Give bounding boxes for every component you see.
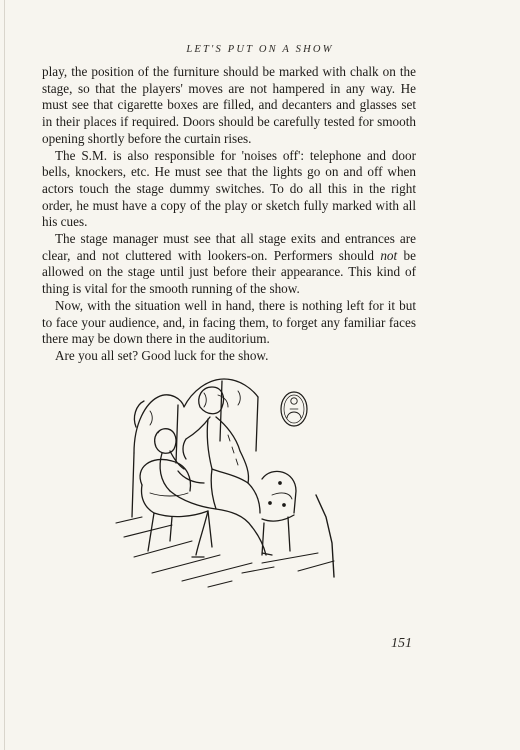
paragraph-3-start: The stage manager must see that all stage exits and entrances are clear, and not cluttered with lookers-on. Performers should: [42, 231, 416, 263]
seated-woman: [155, 429, 272, 558]
armchair: [140, 459, 296, 555]
paragraph-1: play, the position of the furniture should be marked with chalk on the stage, so that the players' moves are not hampered in any way. He must see that cigarette boxes are filled, and decanters and glasses set in their places if required. Doors should be carefully tested for smooth opening shortly before the curtain rises.: [42, 64, 416, 146]
body-text: [42, 64, 416, 365]
paragraph-2: The S.M. is also responsible for 'noises off': telephone and door bells, knockers, etc. He must see that the lights go on and off when actors touch the stage dummy switches. To do all this in the right order, he must have a copy of the play or sketch fully marked with all his cues.: [42, 147, 416, 230]
page-edge: [4, 0, 5, 750]
running-head: LET'S PUT ON A SHOW: [186, 44, 334, 55]
paragraph-5: Are you all set? Good luck for the show.: [55, 347, 269, 363]
stage-scene-illustration: [112, 367, 338, 589]
paragraph-3: [42, 231, 416, 298]
page-number: 151: [391, 636, 412, 651]
stage-floor: [116, 517, 334, 587]
paragraph-4: Now, with the situation well in hand, there is nothing left for it but to face your audience, and, in facing them, to forget any familiar faces there may be down there in the auditorium.: [42, 297, 416, 347]
oval-portrait: [281, 392, 307, 426]
emphasis-not: not: [380, 247, 398, 263]
paragraph-3-end: be allowed on the stage until just before their appearance. This kind of thing is vital for the smooth running of the show.: [42, 247, 416, 297]
